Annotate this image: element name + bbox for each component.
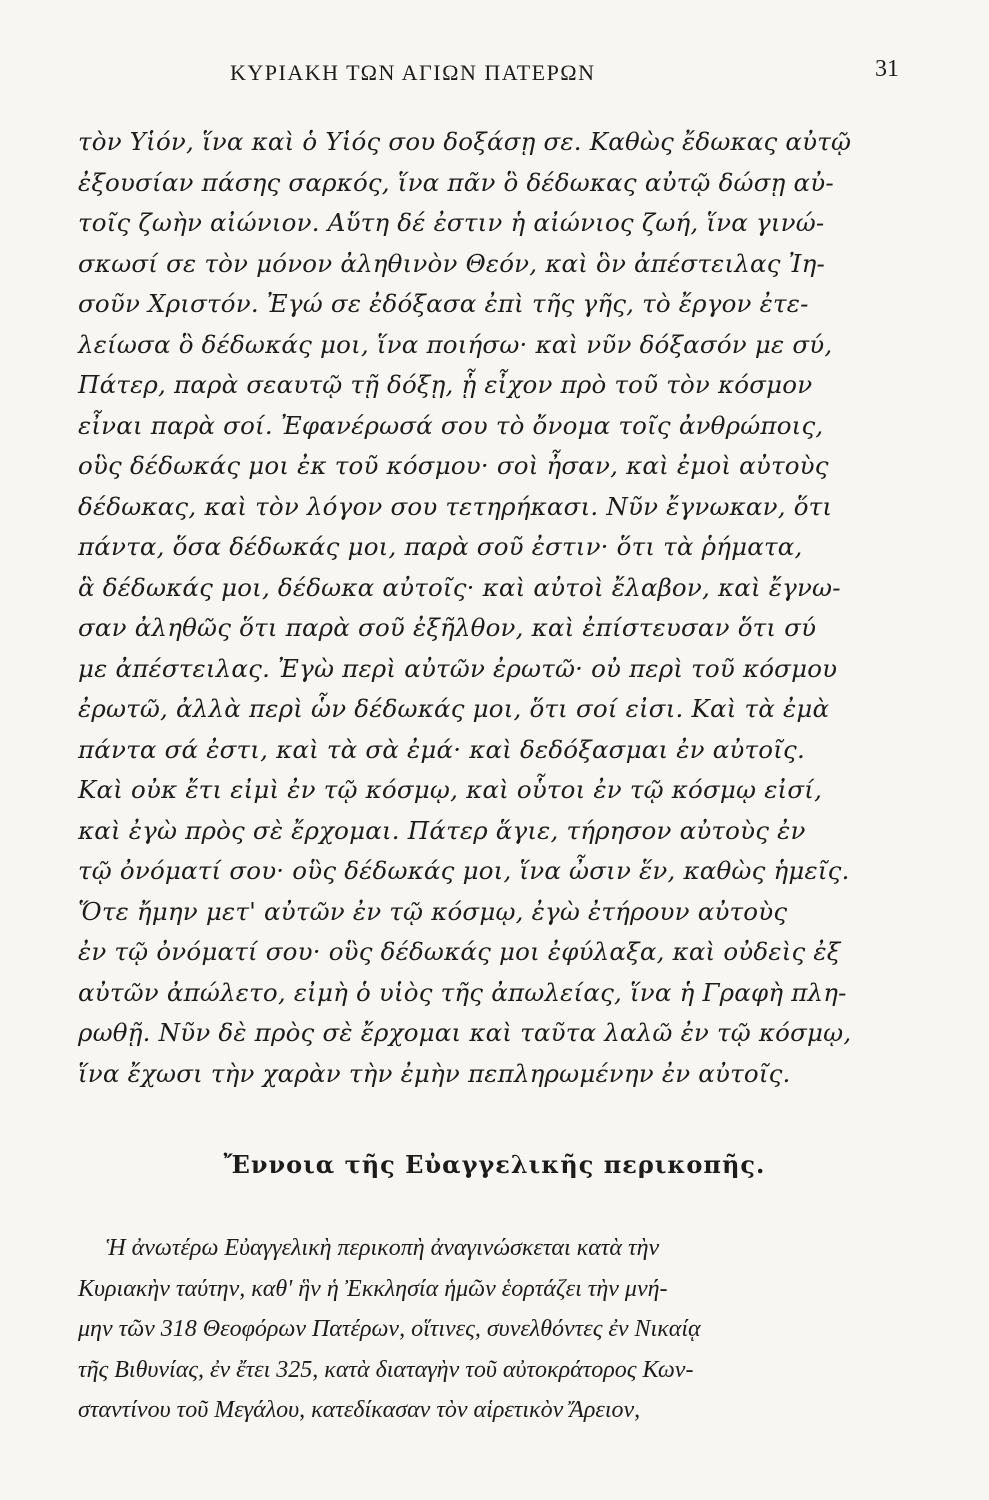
text-line: Καὶ οὐκ ἔτι εἰμὶ ἐν τῷ κόσμῳ, καὶ οὗτοι ἐν τῷ κόσμῳ εἰσί, <box>78 775 823 804</box>
text-line: οὓς δέδωκάς μοι ἐκ τοῦ κόσμου· σοὶ ἦσαν, καὶ ἐμοὶ αὐτοὺς <box>78 451 829 480</box>
text-line: ἵνα ἔχωσι τὴν χαρὰν τὴν ἐμὴν πεπληρωμένην ἐν αὐτοῖς. <box>78 1058 791 1088</box>
scripture-text <box>78 122 852 1094</box>
text-line: εἶναι παρὰ σοί. Ἐφανέρωσά σου τὸ ὄνομα τοῖς ἀνθρώποις, <box>78 410 824 440</box>
text-line: ἐξουσίαν πάσης σαρκός, ἵνα πᾶν ὃ δέδωκας αὐτῷ δώσῃ αὐ- <box>78 167 834 197</box>
text-line: τὸν Υἱόν, ἵνα καὶ ὁ Υἱός σου δοξάσῃ σε. Καθὼς ἔδωκας αὐτῷ <box>78 127 852 156</box>
page-header <box>80 56 899 100</box>
paragraph-line: μην τῶν 318 Θεοφόρων Πατέρων, οἵτινες, συνελθόντες ἐν Νικαίᾳ <box>78 1316 701 1342</box>
running-title: ΚΥΡΙΑΚΗ ΤΩΝ ΑΓΙΩΝ ΠΑΤΕΡΩΝ <box>230 60 596 85</box>
paragraph-line: Κυριακὴν ταύτην, καθ' ἣν ἡ Ἐκκλησία ἡμῶν ἑορτάζει τὴν μνή- <box>78 1275 668 1302</box>
text-line: τοῖς ζωὴν αἰώνιον. Αὕτη δέ ἐστιν ἡ αἰώνιος ζωή, ἵνα γινώ- <box>78 208 825 237</box>
text-line: ἐρωτῶ, ἀλλὰ περὶ ὧν δέδωκάς μοι, ὅτι σοί εἰσι. Καὶ τὰ ἐμὰ <box>78 694 830 723</box>
page-number: 31 <box>875 56 899 82</box>
text-line: με ἀπέστειλας. Ἐγὼ περὶ αὐτῶν ἐρωτῶ· οὐ περὶ τοῦ κόσμου <box>78 653 838 683</box>
text-line: ἐν τῷ ὀνόματί σου· οὓς δέδωκάς μοι ἐφύλαξα, καὶ οὐδεὶς ἐξ <box>78 937 841 966</box>
text-line: δέδωκας, καὶ τὸν λόγον σου τετηρήκασι. Νῦν ἔγνωκαν, ὅτι <box>78 491 833 521</box>
text-line: πάντα σά ἐστι, καὶ τὰ σὰ ἐμά· καὶ δεδόξασμαι ἐν αὐτοῖς. <box>78 734 805 764</box>
text-line: σαν ἀληθῶς ὅτι παρὰ σοῦ ἐξῆλθον, καὶ ἐπίστευσαν ὅτι σύ <box>78 613 817 642</box>
text-line: Πάτερ, παρὰ σεαυτῷ τῇ δόξῃ, ᾗ εἶχον πρὸ τοῦ τὸν κόσμον <box>78 370 813 399</box>
text-line: λείωσα ὃ δέδωκάς μοι, ἵνα ποιήσω· καὶ νῦν δόξασόν με σύ, <box>78 329 833 359</box>
text-line: σκωσί σε τὸν μόνον ἀληθινὸν Θεόν, καὶ ὃν ἀπέστειλας Ἰη- <box>78 248 825 278</box>
text-line: πάντα, ὅσα δέδωκάς μοι, παρὰ σοῦ ἐστιν· ὅτι τὰ ῥήματα, <box>78 532 803 561</box>
paragraph-line: σταντίνου τοῦ Μεγάλου, κατεδίκασαν τὸν αἱρετικὸν Ἄρειον, <box>78 1397 641 1423</box>
text-line: καὶ ἐγὼ πρὸς σὲ ἔρχομαι. Πάτερ ἅγιε, τήρησον αὐτοὺς ἐν <box>78 815 806 845</box>
paragraph-line: τῆς Βιθυνίας, ἐν ἔτει 325, κατὰ διαταγὴν τοῦ αὐτοκράτορος Κων- <box>78 1356 694 1383</box>
text-line: τῷ ὀνόματί σου· οὓς δέδωκάς μοι, ἵνα ὦσιν ἕν, καθὼς ἡμεῖς. <box>78 856 850 885</box>
text-line: ἃ δέδωκάς μοι, δέδωκα αὐτοῖς· καὶ αὐτοὶ ἔλαβον, καὶ ἔγνω- <box>78 572 841 602</box>
text-line: αὐτῶν ἀπώλετο, εἰμὴ ὁ υἱὸς τῆς ἀπωλείας, ἵνα ἡ Γραφὴ πλη- <box>78 977 847 1007</box>
text-line: Ὅτε ἤμην μετ' αὐτῶν ἐν τῷ κόσμῳ, ἐγὼ ἐτήρουν αὐτοὺς <box>78 896 788 926</box>
text-line: ρωθῇ. Νῦν δὲ πρὸς σὲ ἔρχομαι καὶ ταῦτα λαλῶ ἐν τῷ κόσμῳ, <box>78 1018 852 1047</box>
commentary-paragraph <box>78 1228 838 1431</box>
text-line: σοῦν Χριστόν. Ἐγώ σε ἐδόξασα ἐπὶ τῆς γῆς, τὸ ἔργον ἐτε- <box>78 289 809 318</box>
paragraph-line: Ἡ ἀνωτέρω Εὐαγγελικὴ περικοπὴ ἀναγινώσκεται κατὰ τὴν <box>106 1235 660 1261</box>
section-heading: Ἔννοια τῆς Εὐαγγελικῆς περικοπῆς. <box>223 1150 766 1179</box>
